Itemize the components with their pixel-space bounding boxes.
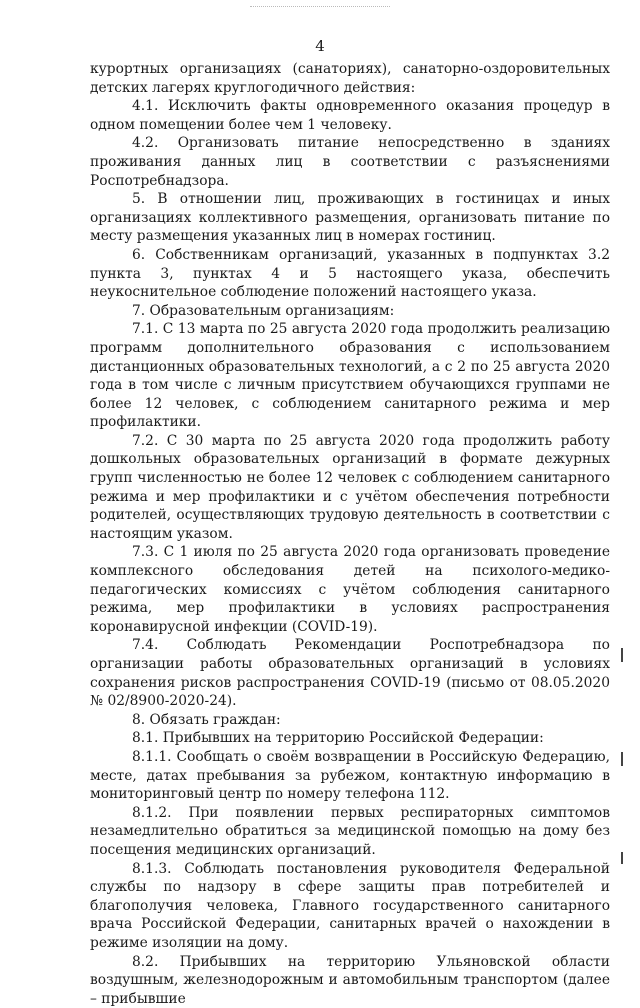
paragraph-8-1-3: 8.1.3. Соблюдать постановления руководителя Федеральной службы по надзору в сфере защиты прав потребителей и благополучия человека, Главного государственного санитарного врача Российской Федерации, санитарных врачей о нахождении в режиме изоляции на дому. [90, 860, 610, 953]
paragraph-4-2: 4.2. Организовать питание непосредственно в зданиях проживания данных лиц в соответствии с разъяснениями Роспотребнадзора. [90, 134, 610, 190]
page-number: 4 [0, 36, 640, 56]
scan-artifact-mark [621, 648, 623, 662]
paragraph-8-1-2: 8.1.2. При появлении первых респираторных симптомов незамедлительно обратиться за медицинской помощью на дому без посещения медицинских организаций. [90, 804, 610, 860]
paragraph-7-4: 7.4. Соблюдать Рекомендации Роспотребнадзора по организации работы образовательных организаций в условиях сохранения рисков распространения COVID-19 (письмо от 08.05.2020 № 02/8900-2020-24). [90, 636, 610, 710]
document-body [90, 60, 610, 1008]
paragraph-7-3: 7.3. С 1 июля по 25 августа 2020 года организовать проведение комплексного обследования детей на психолого-медико-педагогических комиссиях с учётом соблюдения санитарного режима, мер профилактики в условиях распространения коронавирусной инфекции (COVID-19). [90, 543, 610, 636]
paragraph-8-1: 8.1. Прибывших на территорию Российской Федерации: [90, 729, 610, 748]
paragraph-5: 5. В отношении лиц, проживающих в гостиницах и иных организациях коллективного размещения, организовать питание по месту размещения указанных лиц в номерах гостиниц. [90, 190, 610, 246]
paragraph-8: 8. Обязать граждан: [90, 711, 610, 730]
paragraph-resort-continuation: курортных организациях (санаториях), санаторно-оздоровительных детских лагерях круглогодичного действия: [90, 60, 610, 97]
paragraph-8-1-1: 8.1.1. Сообщать о своём возвращении в Российскую Федерацию, месте, датах пребывания за рубежом, контактную информацию в мониторинговый центр по номеру телефона 112. [90, 748, 610, 804]
paragraph-6: 6. Собственникам организаций, указанных в подпунктах 3.2 пункта 3, пунктах 4 и 5 настоящего указа, обеспечить неукоснительное соблюдение положений настоящего указа. [90, 246, 610, 302]
paragraph-4-1: 4.1. Исключить факты одновременного оказания процедур в одном помещении более чем 1 человеку. [90, 97, 610, 134]
paragraph-8-2: 8.2. Прибывших на территорию Ульяновской области воздушным, железнодорожным и автомобильным транспортом (далее – прибывшие [90, 953, 610, 1008]
paragraph-7-2: 7.2. С 30 марта по 25 августа 2020 года продолжить работу дошкольных образовательных организаций в формате дежурных групп численностью не более 12 человек с соблюдением санитарного режима и мер профилактики и с учётом обеспечения потребности родителей, осуществляющих трудовую деятельность в соответствии с настоящим указом. [90, 432, 610, 544]
paragraph-7-1: 7.1. С 13 марта по 25 августа 2020 года продолжить реализацию программ дополнительного образования с использованием дистанционных образовательных технологий, а с 2 по 25 августа 2020 года в том числе с личным присутствием обучающихся группами не более 12 человек, с соблюдением санитарного режима и мер профилактики. [90, 320, 610, 432]
paragraph-7: 7. Образовательным организациям: [90, 302, 610, 321]
scan-artifact-mark [621, 752, 623, 766]
scan-artifact [250, 6, 390, 11]
scan-artifact-mark [621, 852, 623, 864]
